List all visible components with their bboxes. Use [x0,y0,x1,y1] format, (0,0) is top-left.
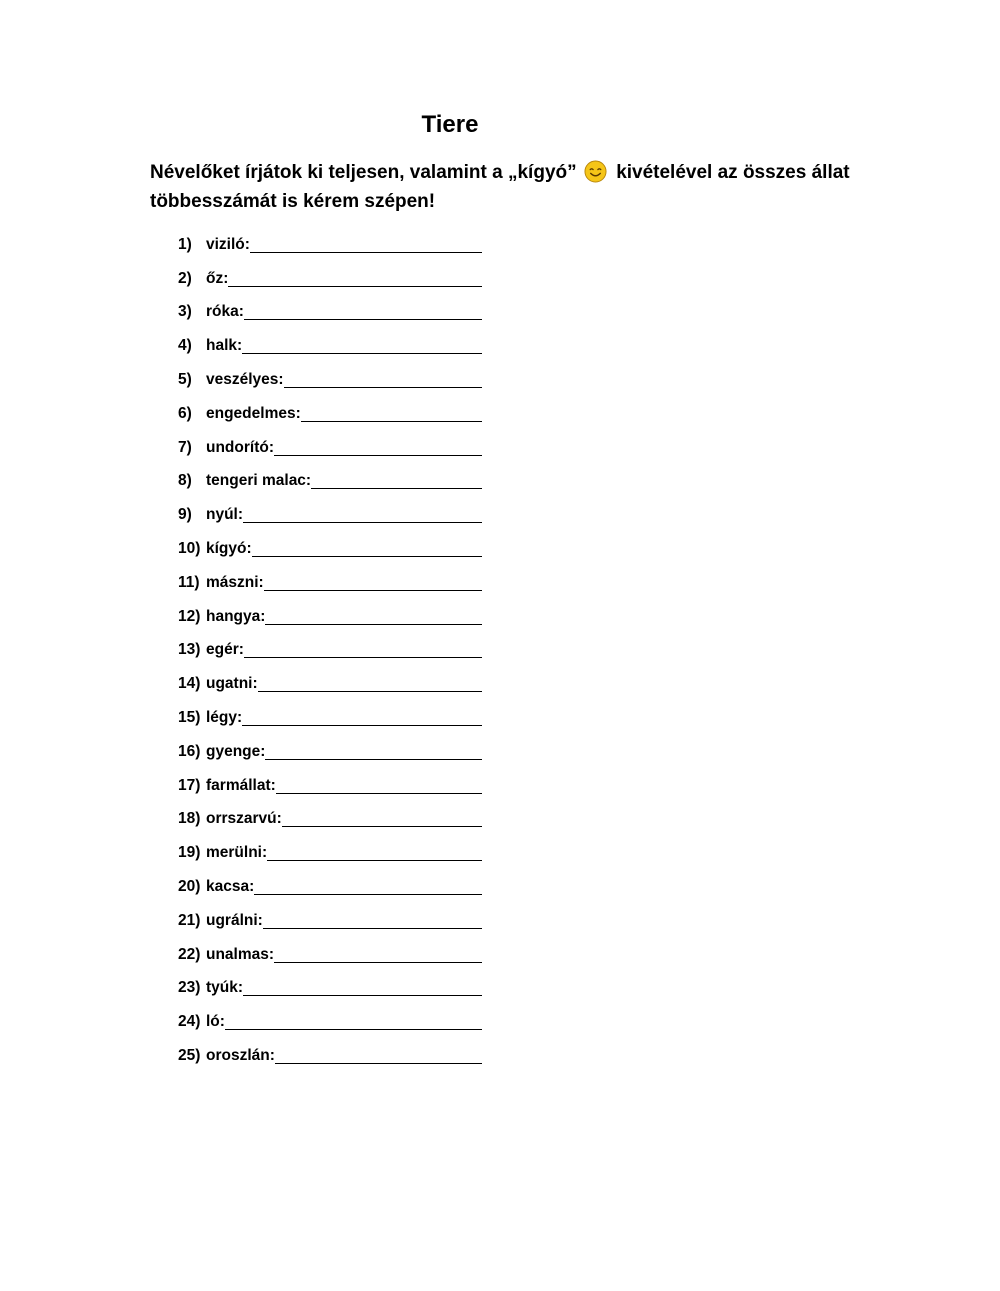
instructions-text-part1: Névelőket írjátok ki teljesen, valamint a „kígyó” [150,162,577,183]
item-number: 1) [178,235,192,253]
answer-line[interactable] [225,1014,482,1030]
item-number: 13) [178,641,201,659]
exercise-item [178,870,482,904]
item-word: viziló: [206,235,250,253]
exercise-item [178,803,482,837]
smiley-face-icon [584,160,607,183]
exercise-item [178,363,482,397]
exercise-item [178,397,482,431]
answer-line[interactable] [264,575,482,591]
item-word: tyúk: [206,979,244,997]
item-number: 12) [178,607,201,625]
item-number: 19) [178,844,201,862]
item-word: légy: [206,709,243,727]
answer-line[interactable] [252,541,482,557]
exercise-item [178,566,482,600]
answer-line[interactable] [274,440,482,456]
item-word: kacsa: [206,878,255,896]
item-number: 21) [178,911,201,929]
exercise-item [178,667,482,701]
item-word: tengeri malac: [206,472,312,490]
answer-line[interactable] [244,304,482,320]
item-word: őz: [206,269,229,287]
item-word: ló: [206,1013,225,1031]
item-word: kígyó: [206,540,252,558]
answer-line[interactable] [242,338,482,354]
answer-line[interactable] [282,811,482,827]
item-word: róka: [206,303,244,321]
item-number: 7) [178,438,192,456]
item-number: 15) [178,709,201,727]
exercise-item [178,1005,482,1039]
item-word: merülni: [206,844,268,862]
item-number: 22) [178,945,201,963]
instructions-text-part2: kivételével az összes állat többesszámát is kérem szépen! [150,162,850,212]
item-number: 18) [178,810,201,828]
answer-line[interactable] [243,980,482,996]
answer-line[interactable] [311,473,482,489]
item-number: 6) [178,404,192,422]
answer-line[interactable] [228,271,482,287]
exercise-item [178,498,482,532]
item-number: 2) [178,269,192,287]
item-word: halk: [206,337,243,355]
exercise-item [178,532,482,566]
answer-line[interactable] [275,1048,482,1064]
exercise-list [178,228,482,1073]
item-number: 23) [178,979,201,997]
item-word: hangya: [206,607,266,625]
answer-line[interactable] [284,372,482,388]
item-word: engedelmes: [206,404,301,422]
item-word: ugrálni: [206,911,263,929]
answer-line[interactable] [242,710,482,726]
answer-line[interactable] [276,778,482,794]
answer-line[interactable] [244,642,482,658]
item-number: 5) [178,371,192,389]
item-word: oroszlán: [206,1047,275,1065]
item-number: 10) [178,540,201,558]
answer-line[interactable] [265,609,482,625]
exercise-item [178,329,482,363]
item-number: 17) [178,776,201,794]
answer-line[interactable] [265,744,482,760]
answer-line[interactable] [301,406,482,422]
exercise-item [178,1039,482,1073]
item-word: gyenge: [206,742,266,760]
item-word: undorító: [206,438,275,456]
item-number: 20) [178,878,201,896]
item-word: ugatni: [206,675,258,693]
exercise-item [178,701,482,735]
item-number: 11) [178,573,200,591]
item-number: 4) [178,337,192,355]
exercise-item [178,769,482,803]
exercise-item [178,296,482,330]
exercise-item [178,836,482,870]
item-word: unalmas: [206,945,275,963]
item-number: 24) [178,1013,201,1031]
exercise-item [178,972,482,1006]
item-number: 25) [178,1047,201,1065]
item-word: farmállat: [206,776,276,794]
answer-line[interactable] [258,676,482,692]
item-word: egér: [206,641,244,659]
page-title: Tiere [421,111,479,138]
item-number: 14) [178,675,201,693]
answer-line[interactable] [267,845,482,861]
answer-line[interactable] [250,237,482,253]
item-number: 3) [178,303,192,321]
item-word: veszélyes: [206,371,284,389]
answer-line[interactable] [274,947,482,963]
item-number: 16) [178,742,201,760]
answer-line[interactable] [243,507,482,523]
answer-line[interactable] [254,879,482,895]
item-word: orrszarvú: [206,810,282,828]
exercise-item [178,431,482,465]
exercise-item [178,938,482,972]
exercise-item [178,465,482,499]
exercise-item [178,904,482,938]
answer-line[interactable] [263,913,482,929]
item-word: mászni: [206,573,264,591]
exercise-item [178,228,482,262]
exercise-item [178,634,482,668]
exercise-item [178,262,482,296]
item-number: 9) [178,506,192,524]
item-word: nyúl: [206,506,244,524]
instructions [150,158,870,216]
exercise-item [178,600,482,634]
item-number: 8) [178,472,192,490]
exercise-item [178,735,482,769]
